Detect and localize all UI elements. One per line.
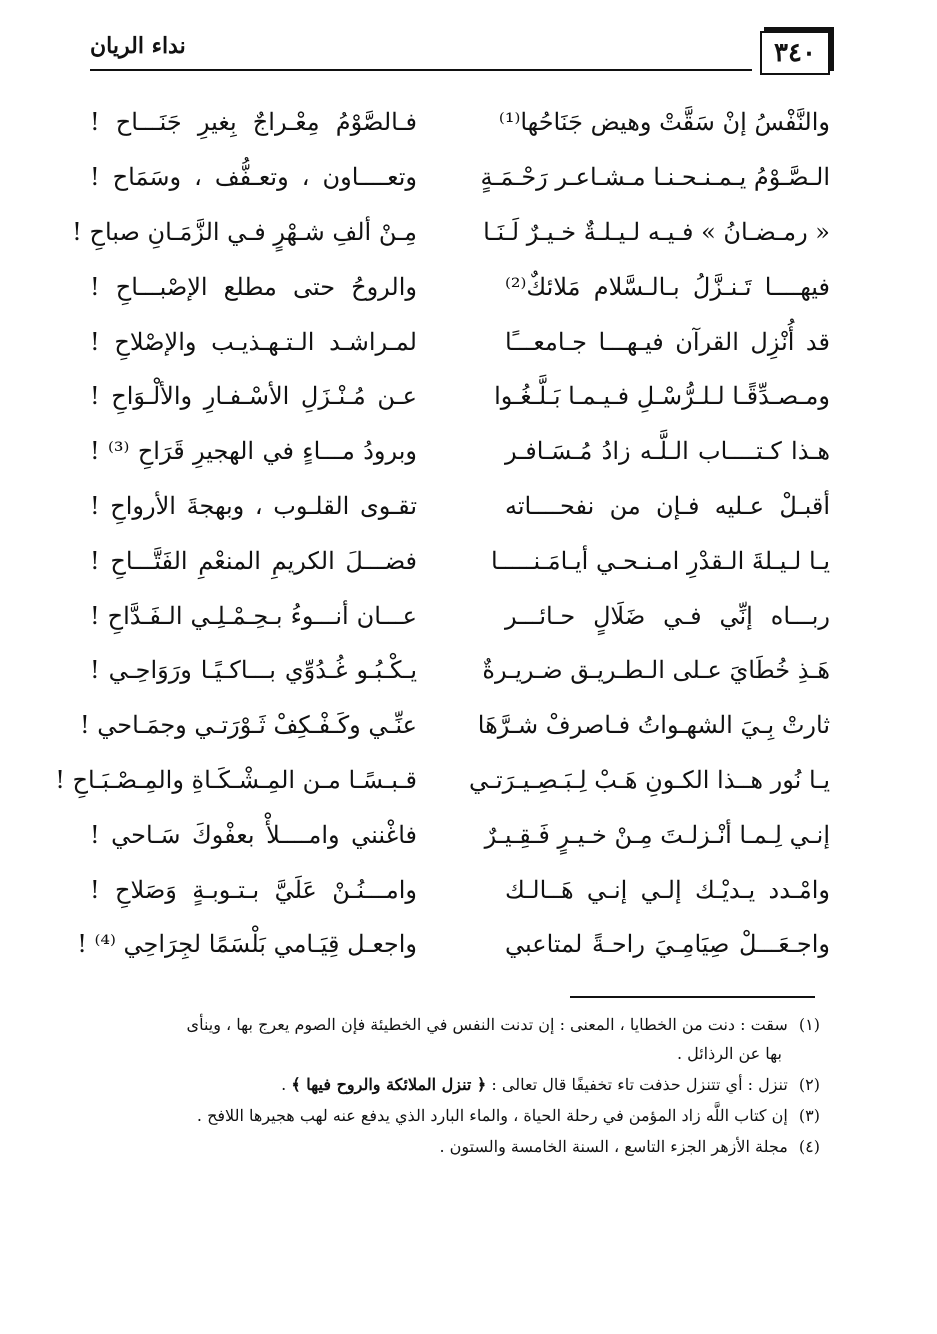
verse-second-hemistich: فـالصَّوْمُ مِعْـراجٌ بِغيرِ جَنَـــاح ! <box>90 108 417 137</box>
poem-verse <box>90 862 830 917</box>
poem-verse <box>90 807 830 862</box>
poem-verse <box>80 698 830 753</box>
verse-first-hemistich: الـصَّـوْمُ يـمـنـحـنـا مـشـاعـر رَحْـمَـةٍ <box>480 163 830 192</box>
verse-first-hemistich: هَـذِ خُطَايَ عـلى الـطـريـق ضـريـرةٌ <box>482 656 830 685</box>
verse-second-hemistich: والروحُ حتى مطلع الإصْبـــاحِ ! <box>90 272 417 301</box>
page-number-box <box>760 31 830 75</box>
poem-verse <box>55 753 830 808</box>
verse-first-hemistich: فيهــــا تَـنـزَّلُ بـالـسَّلام مَلائكٌ⁽²⁾ <box>505 272 830 301</box>
footnote-end: . <box>281 1075 287 1094</box>
header-rule <box>90 69 752 71</box>
page-header <box>90 25 830 75</box>
footnote-number: (١) <box>798 1015 820 1034</box>
poem-verse <box>90 588 830 643</box>
footnote <box>90 1101 820 1130</box>
poem-verse <box>90 150 830 205</box>
verse-first-hemistich: هـذا كـتــــاب الـلَّـه زادُ مُـسَـافـر <box>505 437 830 466</box>
footnote-number: (٣) <box>798 1106 820 1125</box>
verse-first-hemistich: إنـي لِـمـا أنْـزلـتَ مِـنْ خـيـرٍ فَـقِـيـرٌ <box>484 820 830 849</box>
quran-quote: ﴿ تنزل الملائكة والروح فيها ﴾ <box>291 1075 487 1094</box>
footnote-text: تنزل : أي تتنزل حذفت تاء تخفيفًا قال تعالى : <box>491 1075 788 1094</box>
poem-verse <box>90 479 830 534</box>
footnote-separator <box>570 996 815 998</box>
verse-second-hemistich: فاغْنني وامــــلأْ بعفْوكَ سَـاحي ! <box>90 820 417 849</box>
poem-verse <box>90 424 830 479</box>
verse-second-hemistich: وبرودُ مـــاءٍ في الهجيرِ قَرَاحِ ⁽³⁾ ! <box>90 437 418 466</box>
verse-second-hemistich: وامـــنُـنْ عَلَيَّ بـتـوبـةٍ وَصَلاحِ ! <box>90 875 417 904</box>
footnotes <box>90 1010 820 1163</box>
footnote-continuation: بها عن الرذائل . <box>676 1044 782 1063</box>
footnote-text: سقت : دنت من الخطايا ، المعنى : إن تدنت النفس في الخطيئة فإن الصوم يعرج بها ، وينأى <box>186 1015 788 1034</box>
verse-second-hemistich: قـبـسًـا مـن المِـشْـكَـاةِ والمِـصْـبَـاحِ ! <box>55 765 417 794</box>
verse-second-hemistich: عـن مُـنْـزَلِ الأسْـفـارِ والألْـوَاحِ ! <box>90 382 417 411</box>
verse-first-hemistich: ربـــاه إنِّي فـي ضَلَالٍ حـائـــر <box>505 601 830 630</box>
verse-second-hemistich: يـكْـبُـو غُـدُوِّي بـــاكـيًـا ورَوَاحِـي ! <box>90 656 417 685</box>
poem-verse <box>90 369 830 424</box>
poem-verse <box>90 314 830 369</box>
footnote <box>90 1010 820 1068</box>
footnote-number: (٢) <box>798 1075 820 1094</box>
verse-first-hemistich: يـا نُور هــذا الكـونِ هَـبْ لِـبَـصِـيـرَتـي <box>468 765 830 794</box>
poem-verse <box>90 95 830 150</box>
verse-first-hemistich: ثارتْ بِـيَ الشهـواتُ فـاصرفْ شـرَّهَا <box>477 711 830 740</box>
verse-second-hemistich: فضـــلَ الكريمِ المنعْمِ الفَتَّـــاحِ ! <box>90 546 417 575</box>
footnote-text: إن كتاب اللَّه زاد المؤمن في رحلة الحياة ، والماء البارد الذي يدفع عنه لهب هجيرها اللافح . <box>196 1106 788 1125</box>
verse-second-hemistich: مِـنْ ألفِ شـهْرٍ فـي الزَّمَـانِ صباحِ ! <box>72 217 417 246</box>
verse-first-hemistich: ومـصـدِّقًـا لـلـرُّسْـلِ فـيـمـا بَـلَّـغُـوا <box>494 382 830 411</box>
poem-verse <box>72 205 830 260</box>
poem <box>55 95 830 972</box>
verse-second-hemistich: لمـراشـد الـتـهـذيـب والإصْلاحِ ! <box>90 327 417 356</box>
footnote <box>90 1070 820 1099</box>
page-number: ٣٤٠ <box>774 38 816 68</box>
poem-verse <box>77 917 830 972</box>
poem-verse <box>90 643 830 698</box>
verse-first-hemistich: قد أُنْزِل القرآن فيـهـــا جـامعـــًا <box>505 327 830 356</box>
verse-second-hemistich: وتعــــاون ، وتعـفُّف ، وسَمَاح ! <box>90 163 417 192</box>
verse-first-hemistich: وامْـدد يـديْـك إلـي إنـي هَــالـك <box>505 875 830 904</box>
verse-first-hemistich: أقبـلْ عـليه فـإن من نفحــــاته <box>505 491 830 520</box>
verse-first-hemistich: « رمـضـانُ » فـيـه لـيـلـةٌ خـيـرٌ لَـنَـا <box>483 217 830 246</box>
verse-second-hemistich: تقـوى القلـوب ، وبهجةَ الأرواحِ ! <box>90 491 417 520</box>
footnote-number: (٤) <box>798 1137 820 1156</box>
verse-first-hemistich: واجـعَـــلْ صِيَامِـيَ راحـةً لمتاعبي <box>505 930 830 959</box>
verse-first-hemistich: والنَّفْسُ إنْ سَقَّتْ وهيض جَنَاحُها⁽¹⁾ <box>498 108 830 137</box>
book-title: نداء الريان <box>90 33 186 59</box>
poem-verse <box>90 533 830 588</box>
verse-second-hemistich: واجعـل قِيَـامي بَلْسَمًا لجِرَاحِي ⁽⁴⁾ ! <box>77 930 417 959</box>
verse-second-hemistich: عنِّـي وكَـفْـكِفْ ثَـوْرَتـي وجمَـاحي ! <box>80 711 417 740</box>
verse-second-hemistich: عـــان أنـــوءُ بـحِـمْـلِـي الـفَـدَّاحِ ! <box>90 601 417 630</box>
footnote-text: مجلة الأزهر الجزء التاسع ، السنة الخامسة والستون . <box>439 1137 788 1156</box>
footnote <box>90 1132 820 1161</box>
poem-verse <box>90 259 830 314</box>
verse-first-hemistich: يـا لـيـلةَ الـقدْرِ امـنـحـي أيـامَـنـــــا <box>491 546 830 575</box>
